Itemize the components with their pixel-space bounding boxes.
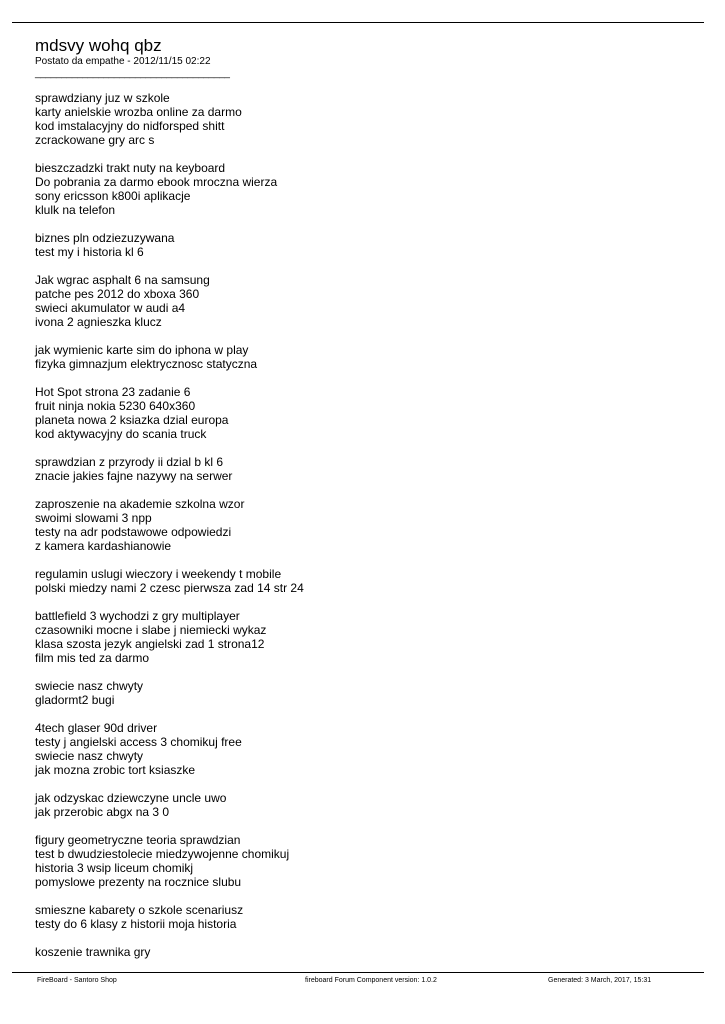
text-line: historia 3 wsip liceum chomikj [35, 861, 194, 875]
paragraph [35, 679, 695, 707]
text-line: zcrackowane gry arc s [35, 133, 155, 147]
text-line: Do pobrania za darmo ebook mroczna wierza [35, 175, 278, 189]
text-line: fruit ninja nokia 5230 640x360 [35, 399, 196, 413]
text-line: test my i historia kl 6 [35, 245, 144, 259]
text-line: karty anielskie wrozba online za darmo [35, 105, 242, 119]
text-line: fizyka gimnazjum elektrycznosc statyczna [35, 357, 258, 371]
text-line: film mis ted za darmo [35, 651, 150, 665]
text-line: jak wymienic karte sim do iphona w play [35, 343, 249, 357]
text-line: jak przerobic abgx na 3 0 [35, 805, 170, 819]
bottom-rule [12, 972, 704, 973]
footer-component-version: fireboard Forum Component version: 1.0.2 [305, 977, 437, 984]
paragraph [35, 791, 695, 819]
text-line: Hot Spot strona 23 zadanie 6 [35, 385, 191, 399]
paragraph [35, 721, 695, 777]
paragraph [35, 833, 695, 889]
paragraph [35, 609, 695, 665]
paragraph [35, 945, 695, 959]
post-title: mdsvy wohq qbz [35, 36, 162, 55]
page-footer [0, 976, 725, 988]
text-line: smieszne kabarety o szkole scenariusz [35, 903, 244, 917]
paragraph [35, 455, 695, 483]
paragraph [35, 231, 695, 259]
text-line: biznes pln odziezuzywana [35, 231, 175, 245]
text-line: Jak wgrac asphalt 6 na samsung [35, 273, 210, 287]
text-line: figury geometryczne teoria sprawdzian [35, 833, 241, 847]
text-line: gladormt2 bugi [35, 693, 115, 707]
text-line: jak mozna zrobic tort ksiaszke [35, 763, 196, 777]
text-line: sony ericsson k800i aplikacje [35, 189, 191, 203]
text-line: swiecie nasz chwyty [35, 749, 144, 763]
paragraph [35, 385, 695, 441]
text-line: klasa szosta jezyk angielski zad 1 strona12 [35, 637, 265, 651]
post-header [35, 36, 675, 80]
text-line: polski miedzy nami 2 czesc pierwsza zad 14 str 24 [35, 581, 304, 595]
paragraph [35, 567, 695, 595]
text-line: kod imstalacyjny do nidforsped shitt [35, 119, 225, 133]
text-line: ivona 2 agnieszka klucz [35, 315, 162, 329]
post-meta: Postato da empathe - 2012/11/15 02:22 [35, 56, 211, 67]
top-rule [12, 22, 704, 23]
text-line: kod aktywacyjny do scania truck [35, 427, 207, 441]
text-line: sprawdzian z przyrody ii dzial b kl 6 [35, 455, 224, 469]
text-line: 4tech glaser 90d driver [35, 721, 158, 735]
footer-site-name: FireBoard - Santoro Shop [37, 977, 117, 984]
text-line: jak odzyskac dziewczyne uncle uwo [35, 791, 227, 805]
post-body [35, 91, 695, 973]
text-line: patche pes 2012 do xboxa 360 [35, 287, 200, 301]
text-line: czasowniki mocne i slabe j niemiecki wykaz [35, 623, 267, 637]
text-line: sprawdziany juz w szkole [35, 91, 170, 105]
text-line: pomyslowe prezenty na rocznice slubu [35, 875, 242, 889]
footer-generated-date: Generated: 3 March, 2017, 15:31 [548, 977, 652, 984]
text-line: klulk na telefon [35, 203, 116, 217]
post-separator: _____________________________________ [35, 68, 230, 79]
text-line: testy do 6 klasy z historii moja historia [35, 917, 237, 931]
text-line: planeta nowa 2 ksiazka dzial europa [35, 413, 229, 427]
paragraph [35, 161, 695, 217]
text-line: testy j angielski access 3 chomikuj free [35, 735, 242, 749]
paragraph [35, 497, 695, 553]
text-line: swiecie nasz chwyty [35, 679, 144, 693]
paragraph [35, 273, 695, 329]
text-line: bieszczadzki trakt nuty na keyboard [35, 161, 226, 175]
text-line: swoimi slowami 3 npp [35, 511, 152, 525]
text-line: koszenie trawnika gry [35, 945, 151, 959]
text-line: testy na adr podstawowe odpowiedzi [35, 525, 232, 539]
paragraph [35, 903, 695, 931]
text-line: regulamin uslugi wieczory i weekendy t mobile [35, 567, 282, 581]
text-line: zaproszenie na akademie szkolna wzor [35, 497, 245, 511]
paragraph [35, 343, 695, 371]
text-line: z kamera kardashianowie [35, 539, 172, 553]
text-line: battlefield 3 wychodzi z gry multiplayer [35, 609, 240, 623]
text-line: swieci akumulator w audi a4 [35, 301, 186, 315]
paragraph [35, 91, 695, 147]
text-line: test b dwudziestolecie miedzywojenne chomikuj [35, 847, 290, 861]
text-line: znacie jakies fajne nazywy na serwer [35, 469, 233, 483]
